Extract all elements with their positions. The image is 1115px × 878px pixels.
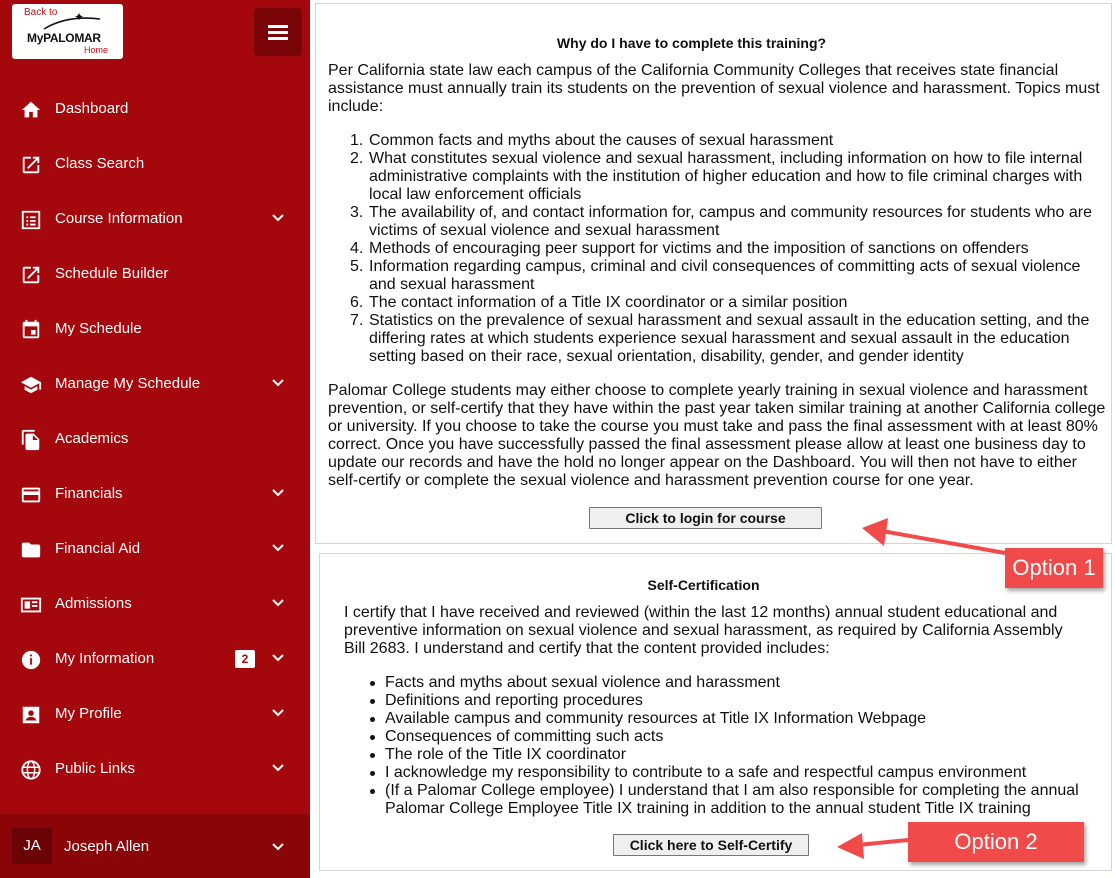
hamburger-bar bbox=[268, 25, 288, 28]
user-name: Joseph Allen bbox=[64, 838, 150, 855]
menu-toggle-button[interactable] bbox=[254, 8, 302, 56]
option2-callout: Option 2 bbox=[908, 822, 1084, 862]
self-cert-list bbox=[385, 674, 1105, 818]
list-item: Facts and myths about sexual violence and harassment bbox=[385, 674, 1105, 692]
list-item: Definitions and reporting procedures bbox=[385, 692, 1105, 710]
sidebar-item-label: Class Search bbox=[55, 155, 145, 172]
info-icon bbox=[20, 649, 42, 671]
sidebar-item-label: Public Links bbox=[55, 760, 136, 777]
sidebar bbox=[0, 0, 310, 878]
sidebar-item-financials[interactable] bbox=[0, 467, 310, 522]
sidebar-item-label: My Information bbox=[55, 650, 155, 667]
chevron-down-icon bbox=[271, 213, 285, 223]
sidebar-item-course-information[interactable] bbox=[0, 192, 310, 247]
list-item: Available campus and community resources at Title IX Information Webpage bbox=[385, 710, 1105, 728]
chevron-down-icon bbox=[271, 598, 285, 608]
logo-back-text: Back to bbox=[24, 7, 58, 18]
login-for-course-button[interactable]: Click to login for course bbox=[589, 507, 822, 529]
back-to-mypalomar-home-logo[interactable] bbox=[12, 4, 123, 59]
chevron-down-icon bbox=[271, 543, 285, 553]
chevron-down-icon bbox=[271, 488, 285, 498]
sidebar-item-public-links[interactable] bbox=[0, 742, 310, 797]
training-closing: Palomar College students may either choose to complete yearly training in sexual violence and harassment prevention, or self-certify that they have within the past year taken similar training at another California college or university. If you choose to take the course you must take and pass the final assessment with at least 80% correct. Once you have successfully passed the final assessment please allow at least one business day to update our records and have the hold no longer appear on the Dashboard. You will then not have to either self-certify or complete the sexual violence and harassment prevention course for one year. bbox=[328, 382, 1106, 489]
list-item: 7. Statistics on the prevalence of sexual harassment and sexual assault in the education setting, and the differing rates at which students experience sexual harassment and sexual assault in the education setting based on their race, sexual orientation, disability, gender, and gender identity bbox=[350, 312, 1090, 365]
list-item: I acknowledge my responsibility to contribute to a safe and respectful campus environment bbox=[385, 764, 1105, 782]
documents-icon bbox=[20, 429, 42, 451]
star-icon: ✦ bbox=[74, 10, 85, 24]
training-intro: Per California state law each campus of the California Community Colleges that receives state financial assistance must annually train its students on the prevention of sexual violence and harassment. Topics must include: bbox=[328, 62, 1100, 115]
avatar: JA bbox=[12, 828, 52, 864]
sidebar-item-label: Manage My Schedule bbox=[55, 375, 201, 392]
external-link-icon bbox=[20, 264, 42, 286]
list-item: (If a Palomar College employee) I understand that I am also responsible for completing the annual Palomar College Employee Title IX training in addition to the annual student Title IX training bbox=[385, 782, 1105, 818]
sidebar-item-label: My Schedule bbox=[55, 320, 142, 337]
account-box-icon bbox=[20, 704, 42, 726]
topic-text: Statistics on the prevalence of sexual harassment and sexual assault in the education setting, and the differing rates at which students experience sexual harassment and sexual assault in the education setting based on their race, sexual orientation, disability, gender, and gender identity bbox=[369, 312, 1090, 365]
sidebar-item-my-profile[interactable] bbox=[0, 687, 310, 742]
hamburger-bar bbox=[268, 31, 288, 34]
logo-brand-text: MyPALOMAR bbox=[27, 31, 101, 45]
notification-badge: 2 bbox=[235, 650, 255, 668]
option1-callout: Option 1 bbox=[1005, 548, 1103, 588]
sidebar-item-academics[interactable] bbox=[0, 412, 310, 467]
swoosh-icon bbox=[42, 13, 102, 31]
external-link-icon bbox=[20, 154, 42, 176]
list-item: The role of the Title IX coordinator bbox=[385, 746, 1105, 764]
sidebar-item-label: Admissions bbox=[55, 595, 132, 612]
sidebar-item-class-search[interactable] bbox=[0, 137, 310, 192]
topic-text: Common facts and myths about the causes of sexual harassment bbox=[369, 132, 834, 149]
newspaper-icon bbox=[20, 594, 42, 616]
sidebar-item-label: Financial Aid bbox=[55, 540, 141, 557]
sidebar-item-financial-aid[interactable] bbox=[0, 522, 310, 577]
topic-text: What constitutes sexual violence and sexual harassment, including information on how to file internal administrative complaints with the institution of higher education and how to file criminal charges with local law enforcement officials bbox=[369, 150, 1083, 203]
sidebar-item-dashboard[interactable] bbox=[0, 82, 310, 137]
home-icon bbox=[20, 99, 42, 121]
list-icon bbox=[20, 209, 42, 231]
logo-home-text: Home bbox=[84, 45, 109, 55]
training-heading: Why do I have to complete this training? bbox=[556, 35, 827, 51]
sidebar-item-label: Academics bbox=[55, 430, 129, 447]
list-item: 6. The contact information of a Title IX coordinator or a similar position bbox=[350, 294, 848, 311]
chevron-down-icon bbox=[271, 708, 285, 718]
sidebar-item-label: Financials bbox=[55, 485, 123, 502]
chevron-down-icon bbox=[271, 842, 285, 852]
chevron-down-icon bbox=[271, 653, 285, 663]
sidebar-item-my-information[interactable] bbox=[0, 632, 310, 687]
self-certify-button[interactable]: Click here to Self-Certify bbox=[613, 834, 809, 856]
topic-text: The contact information of a Title IX coordinator or a similar position bbox=[369, 294, 848, 311]
list-item: 5. Information regarding campus, criminal and civil consequences of committing acts of sexual violence and sexual harassment bbox=[350, 258, 1081, 293]
globe-icon bbox=[20, 759, 42, 781]
chevron-down-icon bbox=[271, 763, 285, 773]
credit-card-icon bbox=[20, 484, 42, 506]
sidebar-item-schedule-builder[interactable] bbox=[0, 247, 310, 302]
folder-icon bbox=[20, 539, 42, 561]
calendar-icon bbox=[20, 319, 42, 341]
training-panel bbox=[315, 3, 1112, 544]
topic-text: Information regarding campus, criminal and civil consequences of committing acts of sexual violence and sexual harassment bbox=[369, 258, 1081, 293]
chevron-down-icon bbox=[271, 378, 285, 388]
topic-text: Methods of encouraging peer support for victims and the imposition of sanctions on offenders bbox=[369, 240, 1029, 257]
sidebar-item-manage-my-schedule[interactable] bbox=[0, 357, 310, 412]
self-cert-heading: Self-Certification bbox=[647, 577, 760, 593]
list-item: 4. Methods of encouraging peer support for victims and the imposition of sanctions on offenders bbox=[350, 240, 1029, 257]
list-item: Consequences of committing such acts bbox=[385, 728, 1105, 746]
self-cert-intro: I certify that I have received and reviewed (within the last 12 months) annual student educational and preventive information on sexual violence and sexual harassment, as required by California Assembly Bill 2683. I understand and certify that the content provided includes: bbox=[344, 604, 1063, 657]
list-item: 2. What constitutes sexual violence and sexual harassment, including information on how to file internal administrative complaints with the institution of higher education and how to file criminal charges with local law enforcement officials bbox=[350, 150, 1083, 203]
sidebar-item-admissions[interactable] bbox=[0, 577, 310, 632]
sidebar-item-label: My Profile bbox=[55, 705, 122, 722]
sidebar-item-label: Dashboard bbox=[55, 100, 129, 117]
sidebar-item-my-schedule[interactable] bbox=[0, 302, 310, 357]
list-item: 3. The availability of, and contact information for, campus and community resources for students who are victims of sexual violence and sexual harassment bbox=[350, 204, 1093, 239]
sidebar-item-label: Schedule Builder bbox=[55, 265, 169, 282]
hamburger-bar bbox=[268, 37, 288, 40]
topics-list bbox=[350, 132, 1104, 366]
graduation-cap-icon bbox=[20, 374, 42, 396]
topic-text: The availability of, and contact information for, campus and community resources for students who are victims of sexual violence and sexual harassment bbox=[369, 204, 1093, 239]
sidebar-item-label: Course Information bbox=[55, 210, 183, 227]
list-item: 1. Common facts and myths about the causes of sexual harassment bbox=[350, 132, 834, 149]
user-menu[interactable] bbox=[0, 814, 310, 878]
